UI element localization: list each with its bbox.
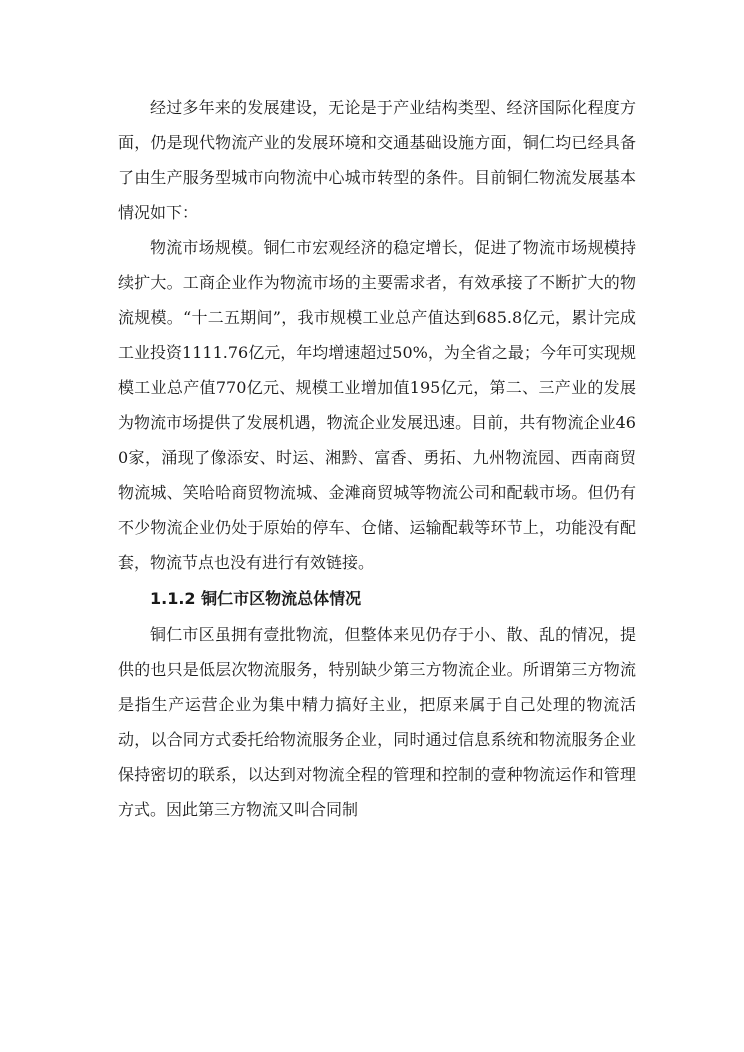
document-body xyxy=(118,90,636,827)
section-heading: 1.1.2 铜仁市区物流总体情况 xyxy=(150,589,362,608)
paragraph-urban-logistics: 铜仁市区虽拥有壹批物流，但整体来见仍存于小、散、乱的情况，提供的也只是低层次物流服务，特别缺少第三方物流企业。所谓第三方物流是指生产运营企业为集中精力搞好主业，把原来属于自己处理的物流活动，以合同方式委托给物流服务企业，同时通过信息系统和物流服务企业保持密切的联系，以达到对物流全程的管理和控制的壹种物流运作和管理方式。因此第三方物流又叫合同制 xyxy=(118,625,636,819)
paragraph-intro: 经过多年来的发展建设，无论是于产业结构类型、经济国际化程度方面，仍是现代物流产业的发展环境和交通基础设施方面，铜仁均已经具备了由生产服务型城市向物流中心城市转型的条件。目前铜仁物流发展基本情况如下： xyxy=(118,98,636,222)
paragraph-market-scale: 物流市场规模。铜仁市宏观经济的稳定增长，促进了物流市场规模持续扩大。工商企业作为物流市场的主要需求者，有效承接了不断扩大的物流规模。“十二五期间”，我市规模工业总产值达到685.8亿元，累计完成工业投资1111.76亿元，年均增速超过50%，为全省之最；今年可实现规模工业总产值770亿元、规模工业增加值195亿元，第二、三产业的发展为物流市场提供了发展机遇，物流企业发展迅速。目前，共有物流企业460家，涌现了像添安、时运、湘黔、富香、勇拓、九州物流园、西南商贸物流城、笑哈哈商贸物流城、金滩商贸城等物流公司和配载市场。但仍有不少物流企业仍处于原始的停车、仓储、运输配载等环节上，功能没有配套，物流节点也没有进行有效链接。 xyxy=(118,238,636,572)
